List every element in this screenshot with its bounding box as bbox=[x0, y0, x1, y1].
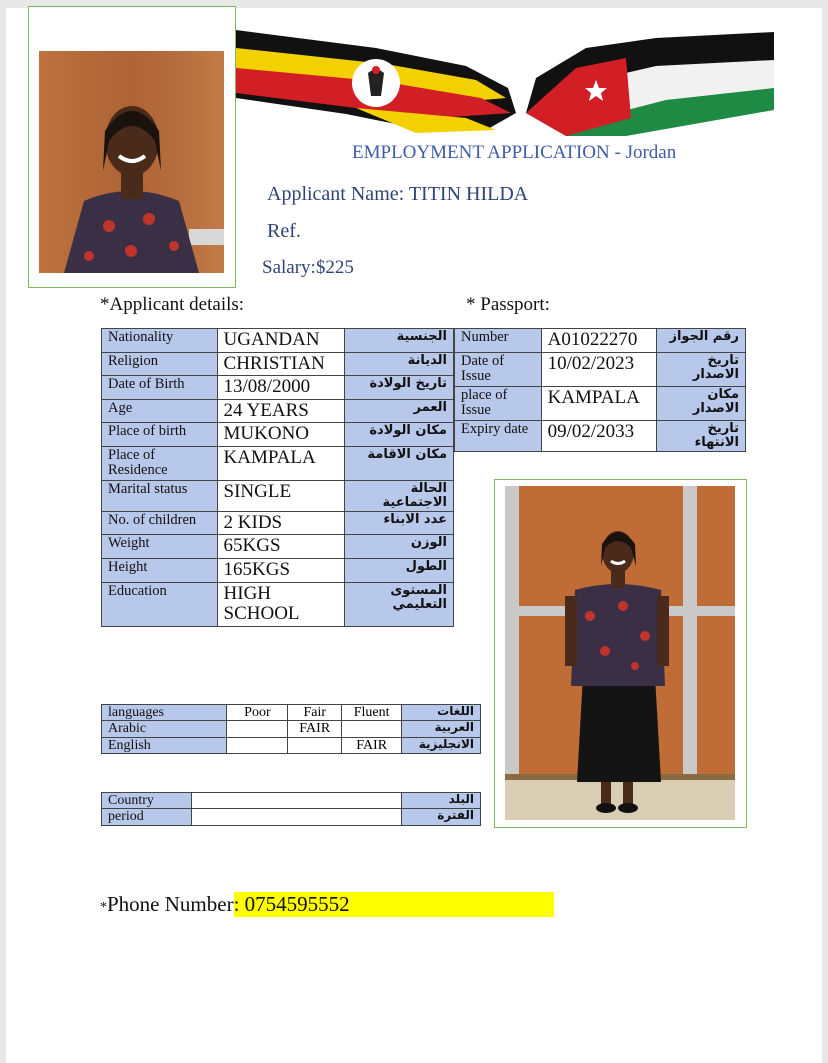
passport-heading: * Passport: bbox=[466, 294, 550, 315]
language-fair bbox=[288, 737, 342, 753]
passport-field-value: 09/02/2033 bbox=[541, 421, 657, 452]
field-value: KAMPALA bbox=[217, 446, 345, 480]
experience-row bbox=[102, 793, 481, 809]
language-fluent: FAIR bbox=[342, 737, 402, 753]
applicant-row bbox=[102, 582, 454, 626]
full-body-photo bbox=[494, 479, 747, 828]
field-label: Religion bbox=[102, 352, 218, 376]
phone-number: : 0754595552 bbox=[234, 892, 554, 917]
field-value: CHRISTIAN bbox=[217, 352, 345, 376]
field-label: Place of Residence bbox=[102, 446, 218, 480]
experience-label-arabic: الفترة bbox=[402, 809, 481, 825]
languages-header-label: languages bbox=[102, 705, 227, 721]
field-value: 65KGS bbox=[217, 535, 345, 559]
field-label: Nationality bbox=[102, 329, 218, 353]
passport-field-label-arabic: رقم الجواز bbox=[657, 329, 746, 353]
reference-label: Ref. bbox=[267, 220, 301, 242]
language-row bbox=[102, 721, 481, 737]
field-label-arabic: المستوى التعليمي bbox=[345, 582, 454, 626]
field-label: Age bbox=[102, 399, 218, 423]
field-label: Marital status bbox=[102, 480, 218, 511]
document-page bbox=[6, 8, 822, 1063]
passport-field-value: 10/02/2023 bbox=[541, 352, 657, 386]
field-label: Weight bbox=[102, 535, 218, 559]
applicant-row bbox=[102, 446, 454, 480]
field-label-arabic: الوزن bbox=[345, 535, 454, 559]
experience-label-arabic: البلد bbox=[402, 793, 481, 809]
language-fair: FAIR bbox=[288, 721, 342, 737]
language-poor bbox=[227, 737, 288, 753]
experience-row bbox=[102, 809, 481, 825]
passport-row bbox=[455, 421, 746, 452]
field-label-arabic: العمر bbox=[345, 399, 454, 423]
salary-label: Salary:$225 bbox=[262, 257, 354, 278]
language-name-arabic: العربية bbox=[402, 721, 481, 737]
passport-row bbox=[455, 329, 746, 353]
experience-value bbox=[191, 793, 401, 809]
language-name-arabic: الانجليزية bbox=[402, 737, 481, 753]
field-label: Height bbox=[102, 558, 218, 582]
passport-table bbox=[454, 328, 746, 452]
languages-table bbox=[101, 704, 481, 754]
field-label-arabic: الطول bbox=[345, 558, 454, 582]
applicant-row bbox=[102, 423, 454, 447]
applicant-details-table bbox=[101, 328, 454, 627]
field-label-arabic: الجنسية bbox=[345, 329, 454, 353]
field-label-arabic: مكان الولادة bbox=[345, 423, 454, 447]
experience-table bbox=[101, 792, 481, 826]
level-fair-header: Fair bbox=[288, 705, 342, 721]
passport-field-value: A01022270 bbox=[541, 329, 657, 353]
passport-field-label-arabic: مكان الاصدار bbox=[657, 386, 746, 420]
field-label-arabic: مكان الاقامة bbox=[345, 446, 454, 480]
field-label-arabic: الحالة الاجتماعية bbox=[345, 480, 454, 511]
field-label-arabic: الديانة bbox=[345, 352, 454, 376]
passport-field-label: Number bbox=[455, 329, 542, 353]
field-value: SINGLE bbox=[217, 480, 345, 511]
applicant-row bbox=[102, 376, 454, 400]
applicant-row bbox=[102, 329, 454, 353]
field-value: 24 YEARS bbox=[217, 399, 345, 423]
experience-label: Country bbox=[102, 793, 192, 809]
language-name: Arabic bbox=[102, 721, 227, 737]
passport-row bbox=[455, 352, 746, 386]
applicant-details-heading: *Applicant details: bbox=[100, 294, 245, 315]
field-label: Date of Birth bbox=[102, 376, 218, 400]
applicant-row bbox=[102, 535, 454, 559]
language-row bbox=[102, 737, 481, 753]
field-value: MUKONO bbox=[217, 423, 345, 447]
applicant-row bbox=[102, 399, 454, 423]
field-value: 13/08/2000 bbox=[217, 376, 345, 400]
handshake-flags-banner bbox=[236, 18, 774, 142]
passport-field-label: Date of Issue bbox=[455, 352, 542, 386]
passport-field-label: place of Issue bbox=[455, 386, 542, 420]
field-value: UGANDAN bbox=[217, 329, 345, 353]
level-fluent-header: Fluent bbox=[342, 705, 402, 721]
phone-line bbox=[100, 892, 554, 917]
applicant-name: Applicant Name: TITIN HILDA bbox=[267, 183, 529, 205]
language-poor bbox=[227, 721, 288, 737]
field-value: 165KGS bbox=[217, 558, 345, 582]
phone-asterisk: * bbox=[100, 900, 107, 915]
passport-field-value: KAMPALA bbox=[541, 386, 657, 420]
field-label-arabic: تاريخ الولادة bbox=[345, 376, 454, 400]
phone-label: Phone Number bbox=[107, 892, 234, 916]
field-label: Place of birth bbox=[102, 423, 218, 447]
languages-header-row bbox=[102, 705, 481, 721]
applicant-row bbox=[102, 558, 454, 582]
applicant-row bbox=[102, 352, 454, 376]
document-title: EMPLOYMENT APPLICATION - Jordan bbox=[352, 142, 677, 163]
language-name: English bbox=[102, 737, 227, 753]
experience-label: period bbox=[102, 809, 192, 825]
languages-header-arabic: اللغات bbox=[402, 705, 481, 721]
applicant-row bbox=[102, 511, 454, 535]
applicant-row bbox=[102, 480, 454, 511]
passport-field-label: Expiry date bbox=[455, 421, 542, 452]
field-label: No. of children bbox=[102, 511, 218, 535]
experience-value bbox=[191, 809, 401, 825]
field-value: 2 KIDS bbox=[217, 511, 345, 535]
field-label: Education bbox=[102, 582, 218, 626]
passport-field-label-arabic: تاريخ الاصدار bbox=[657, 352, 746, 386]
field-label-arabic: عدد الابناء bbox=[345, 511, 454, 535]
language-fluent bbox=[342, 721, 402, 737]
level-poor-header: Poor bbox=[227, 705, 288, 721]
field-value: HIGH SCHOOL bbox=[217, 582, 345, 626]
passport-row bbox=[455, 386, 746, 420]
portrait-photo bbox=[28, 6, 236, 288]
passport-field-label-arabic: تاريخ الانتهاء bbox=[657, 421, 746, 452]
